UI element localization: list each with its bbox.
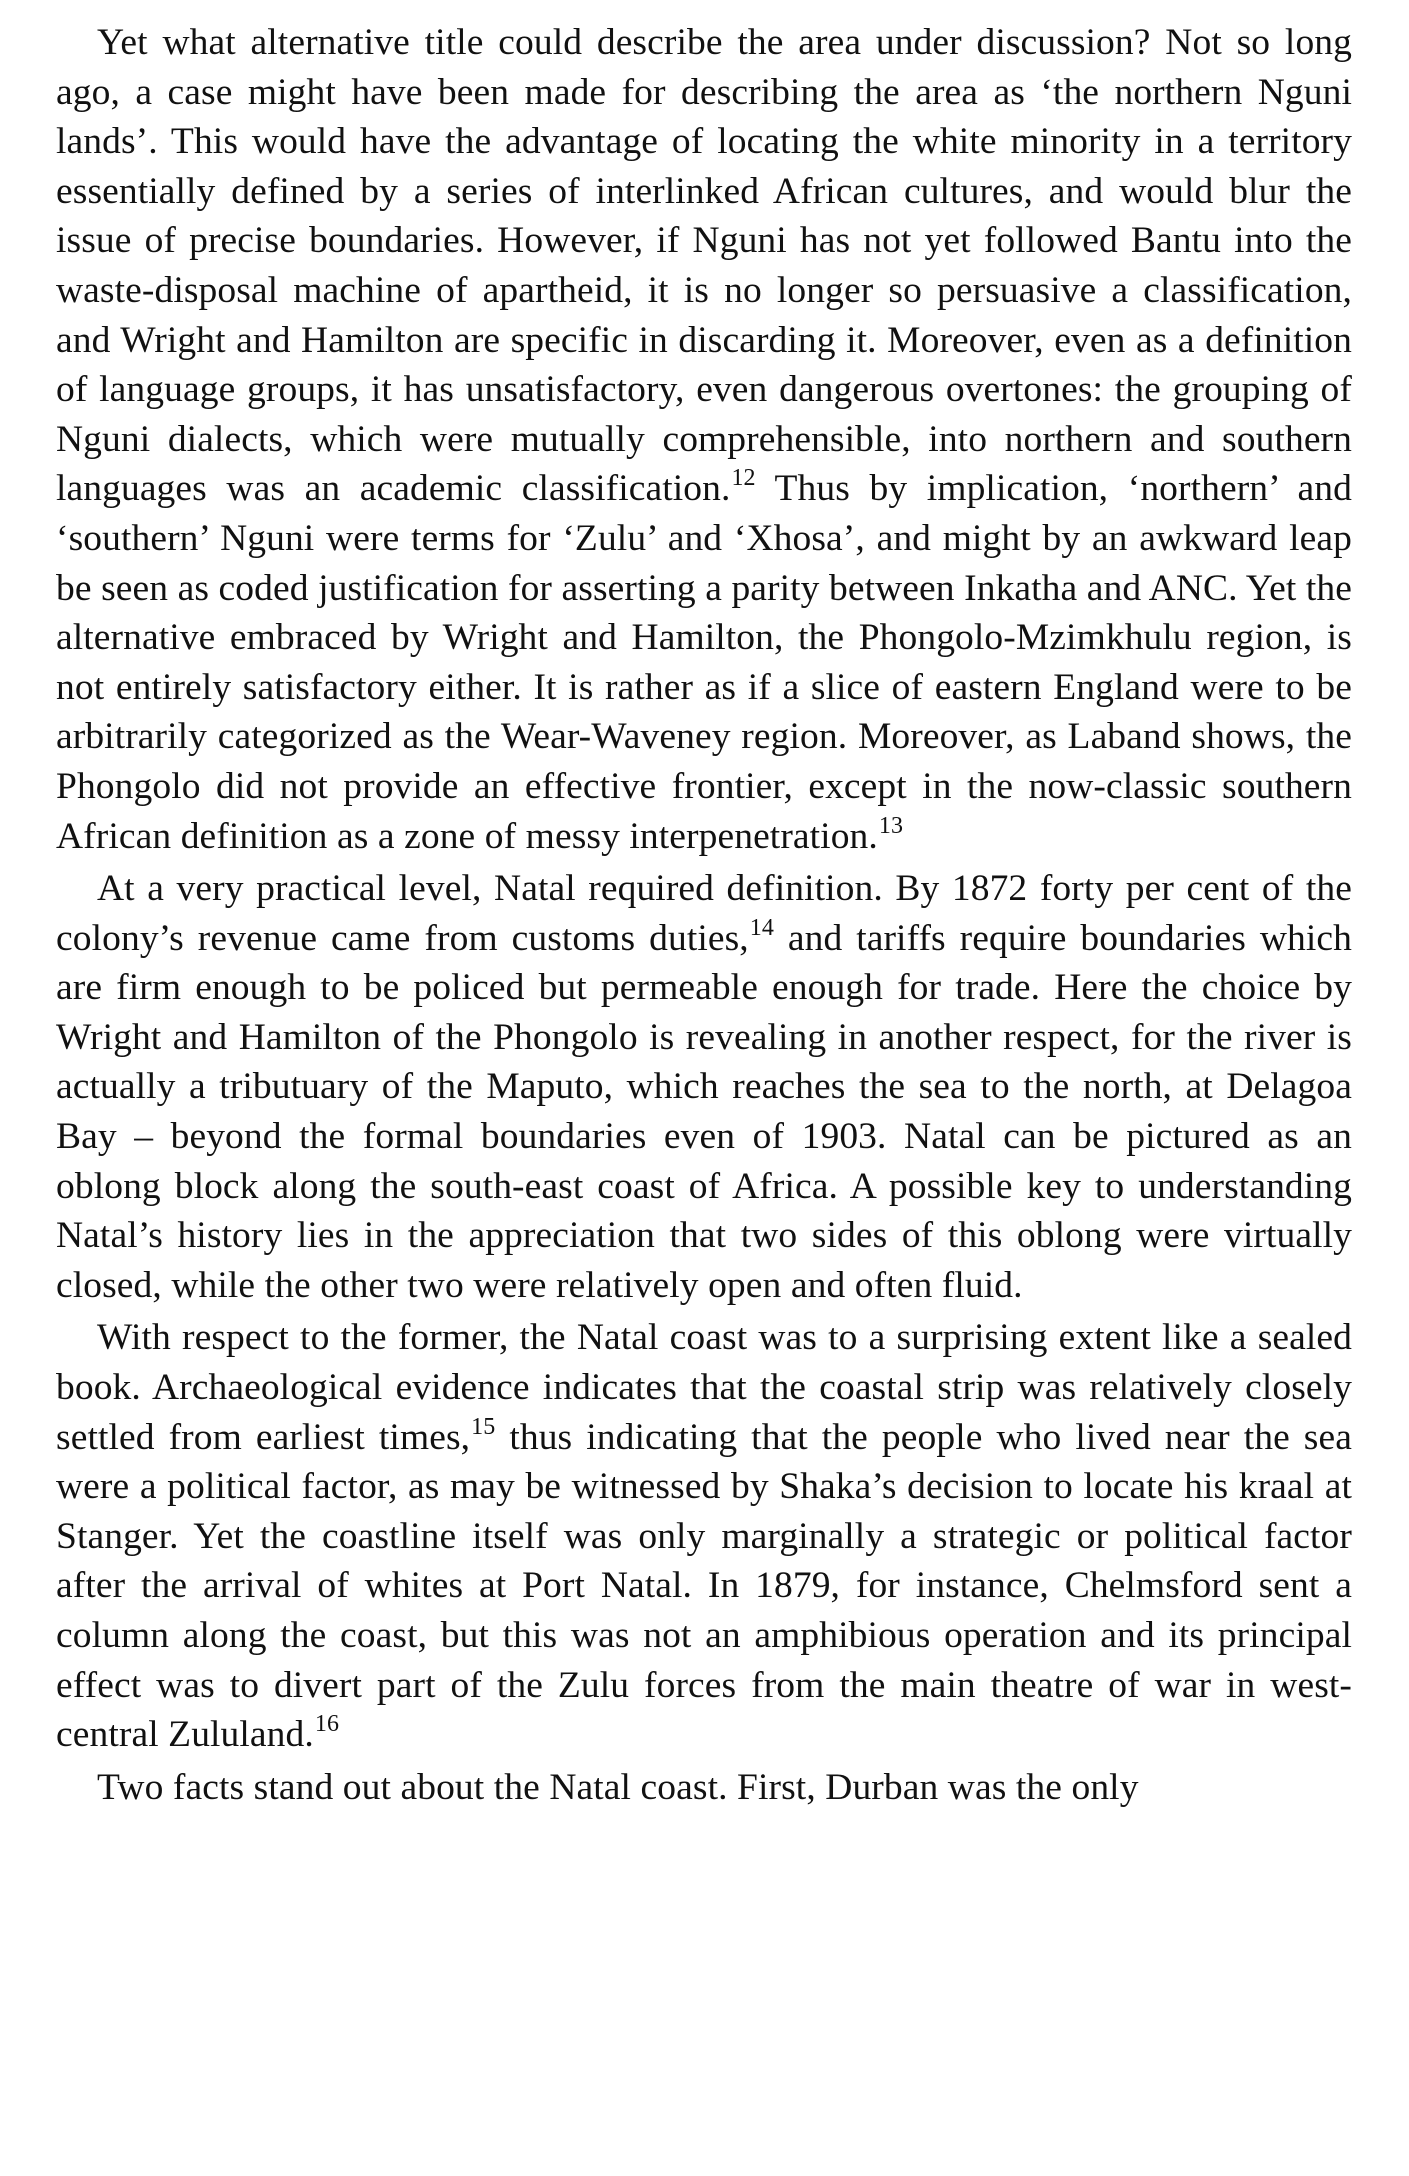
paragraph-text: With respect to the former, the Natal coast was to a surprising extent like a sealed book. Archaeological evidence indicates that the coastal strip was relatively closely settled from earliest times, <box>56 1317 1352 1458</box>
paragraph <box>56 18 1352 861</box>
paragraph-text: and tariffs require boundaries which are firm enough to be policed but permeable enough for trade. Here the choice by Wright and Hamilton of the Phongolo is revealing in another respect, for the river is actually a tributuary of the Maputo, which reaches the sea to the north, at Delagoa Bay – beyond the formal boundaries even of 1903. Natal can be pictured as an oblong block along the south-east coast of Africa. A possible key to understanding Natal’s history lies in the appreciation that two sides of this oblong were virtually closed, while the other two were relatively open and often fluid. <box>56 917 1352 1306</box>
paragraph-text: Yet what alternative title could describe the area under discussion? Not so long ago, a case might have been made for describing the area as ‘the northern Nguni lands’. This would have the advantage of locating the white minority in a territory essentially defined by a series of interlinked African cultures, and would blur the issue of precise boundaries. However, if Nguni has not yet followed Bantu into the waste-disposal machine of apartheid, it is no longer so persuasive a classification, and Wright and Hamilton are specific in discarding it. Moreover, even as a definition of language groups, it has unsatisfactory, even dangerous overtones: the grouping of Nguni dialects, which were mutually comprehensible, into northern and southern languages was an academic classification. <box>56 22 1352 510</box>
paragraph-text: Two facts stand out about the Natal coast. First, Durban was the only <box>97 1766 1139 1808</box>
document-page <box>56 18 1352 1812</box>
paragraph-text: Thus by implication, ‘northern’ and ‘southern’ Nguni were terms for ‘Zulu’ and ‘Xhosa’, and might by an awkward leap be seen as coded justification for asserting a parity between Inkatha and ANC. Yet the alternative embraced by Wright and Hamilton, the Phongolo-Mzimkhulu region, is not entirely satisfactory either. It is rather as if a slice of eastern England were to be arbitrarily categorized as the Wear-Waveney region. Moreover, as Laband shows, the Phongolo did not provide an effective frontier, except in the now-classic southern African definition as a zone of messy interpenetration. <box>56 468 1352 857</box>
paragraph <box>56 864 1352 1310</box>
footnote-marker: 15 <box>471 1413 496 1440</box>
footnote-marker: 12 <box>731 465 756 492</box>
footnote-marker: 14 <box>749 914 774 941</box>
paragraph-text: At a very practical level, Natal required definition. By 1872 forty per cent of the colony’s revenue came from customs duties, <box>56 868 1352 959</box>
footnote-marker: 16 <box>314 1711 340 1738</box>
paragraph <box>56 1763 1352 1813</box>
footnote-marker: 13 <box>878 812 904 839</box>
paragraph <box>56 1313 1352 1759</box>
paragraph-text: thus indicating that the people who lived near the sea were a political factor, as may be witnessed by Shaka’s decision to locate his kraal at Stanger. Yet the coastline itself was only marginally a strategic or political factor after the arrival of whites at Port Natal. In 1879, for instance, Chelmsford sent a column along the coast, but this was not an amphibious operation and its principal effect was to divert part of the Zulu forces from the main theatre of war in west-central Zululand. <box>56 1416 1352 1756</box>
